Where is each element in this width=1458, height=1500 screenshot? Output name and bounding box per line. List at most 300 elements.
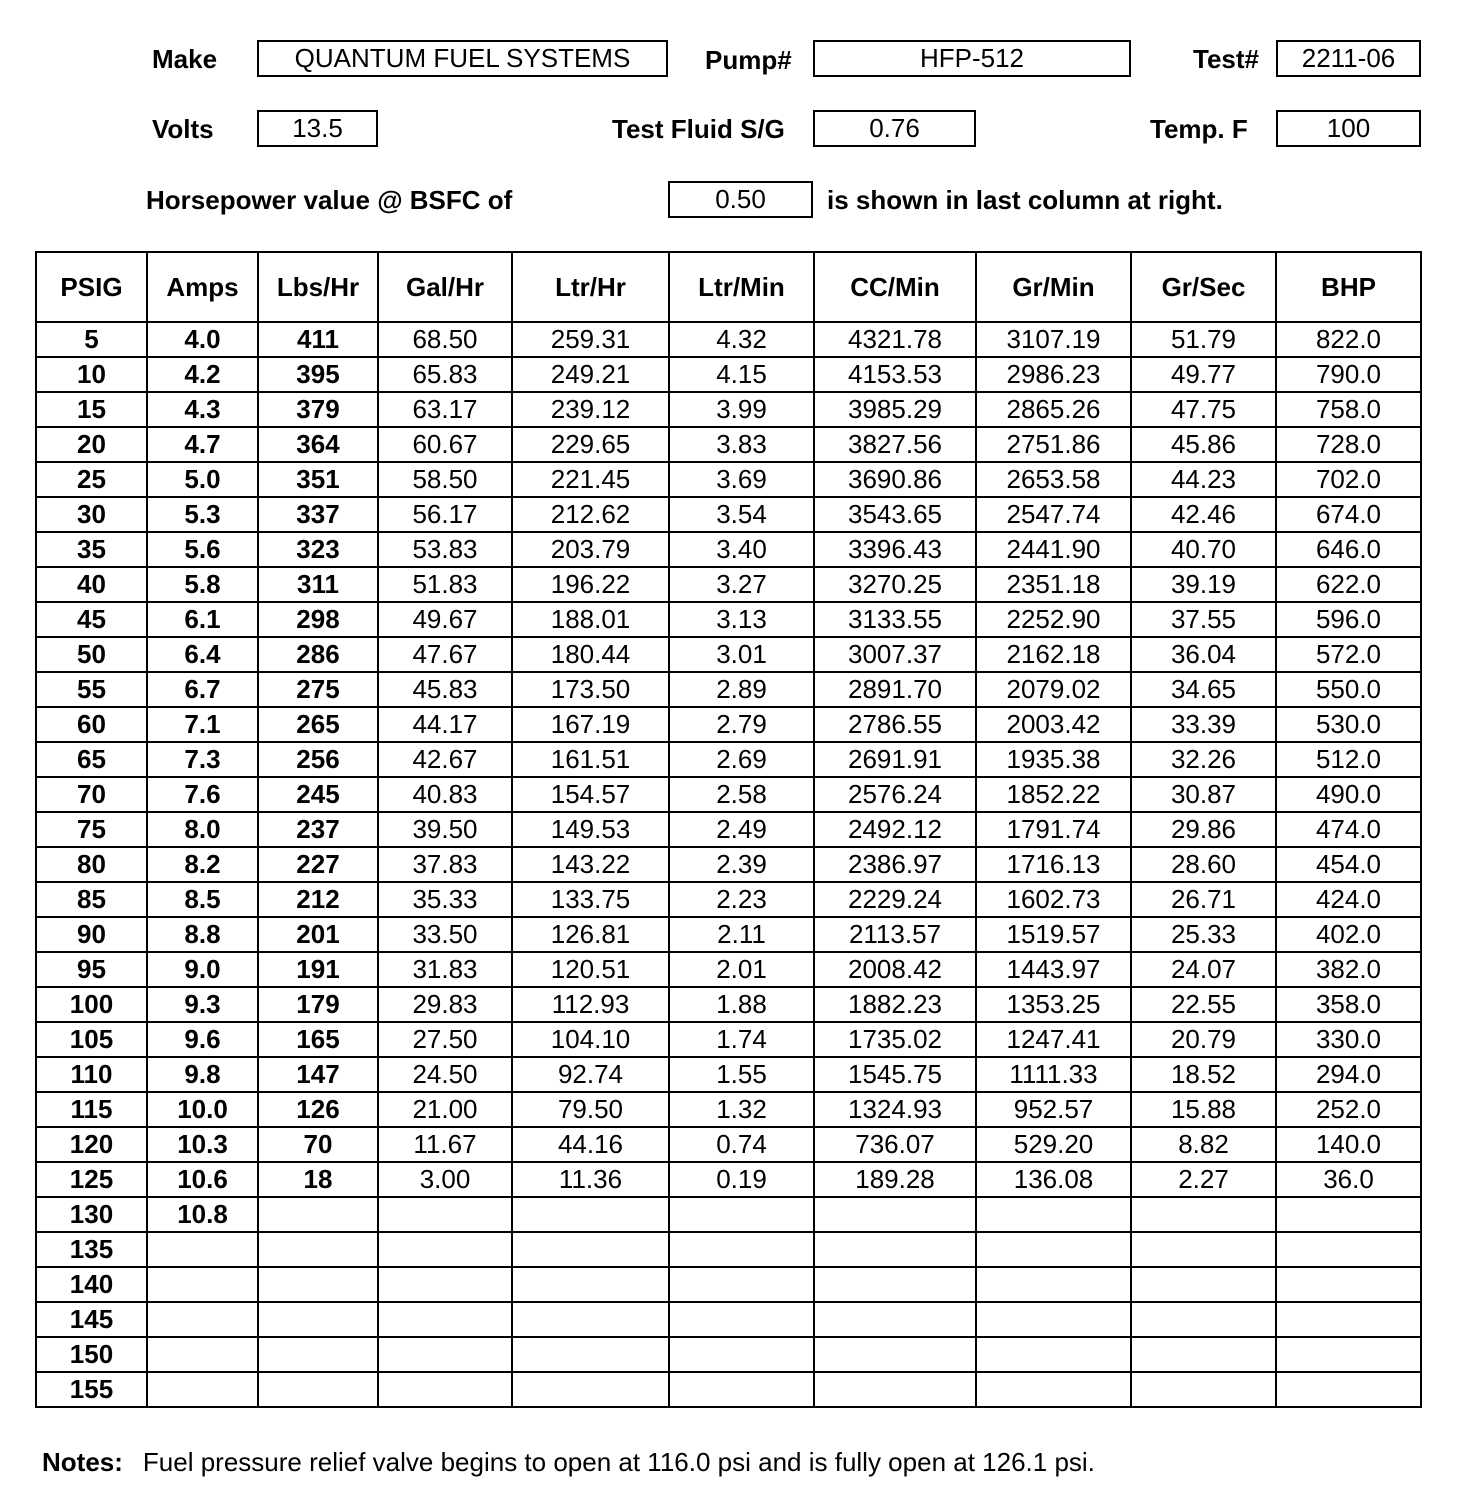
table-cell: 120 <box>36 1127 147 1162</box>
table-cell: 25.33 <box>1131 917 1276 952</box>
table-cell: 179 <box>258 987 378 1022</box>
table-row <box>36 1302 1421 1337</box>
table-cell <box>814 1267 976 1302</box>
table-cell: 5.8 <box>147 567 258 602</box>
column-header: Ltr/Hr <box>512 252 669 322</box>
column-header: Amps <box>147 252 258 322</box>
table-cell: 35.33 <box>378 882 512 917</box>
table-cell: 1247.41 <box>976 1022 1131 1057</box>
table-cell: 51.83 <box>378 567 512 602</box>
table-cell: 9.3 <box>147 987 258 1022</box>
table-cell: 424.0 <box>1276 882 1421 917</box>
table-cell: 39.50 <box>378 812 512 847</box>
table-cell: 44.17 <box>378 707 512 742</box>
table-row <box>36 777 1421 812</box>
table-cell: 35 <box>36 532 147 567</box>
notes-label: Notes: <box>42 1447 123 1477</box>
table-cell: 3.99 <box>669 392 814 427</box>
table-cell: 512.0 <box>1276 742 1421 777</box>
table-cell: 65.83 <box>378 357 512 392</box>
table-cell: 44.23 <box>1131 462 1276 497</box>
table-cell: 40 <box>36 567 147 602</box>
table-cell <box>669 1232 814 1267</box>
table-row <box>36 952 1421 987</box>
table-cell: 45 <box>36 602 147 637</box>
table-row <box>36 392 1421 427</box>
table-cell: 10.3 <box>147 1127 258 1162</box>
table-cell: 2653.58 <box>976 462 1131 497</box>
table-cell: 201 <box>258 917 378 952</box>
table-cell: 104.10 <box>512 1022 669 1057</box>
table-cell: 212.62 <box>512 497 669 532</box>
table-cell: 330.0 <box>1276 1022 1421 1057</box>
table-cell: 143.22 <box>512 847 669 882</box>
table-cell: 112.93 <box>512 987 669 1022</box>
table-cell: 2.11 <box>669 917 814 952</box>
table-cell <box>258 1232 378 1267</box>
table-cell: 51.79 <box>1131 322 1276 357</box>
table-cell: 6.4 <box>147 637 258 672</box>
column-header: CC/Min <box>814 252 976 322</box>
table-cell: 47.75 <box>1131 392 1276 427</box>
table-cell <box>258 1372 378 1407</box>
table-cell: 130 <box>36 1197 147 1232</box>
table-cell: 50 <box>36 637 147 672</box>
table-cell: 3007.37 <box>814 637 976 672</box>
table-cell: 3396.43 <box>814 532 976 567</box>
table-cell: 237 <box>258 812 378 847</box>
table-cell: 49.77 <box>1131 357 1276 392</box>
table-cell: 120.51 <box>512 952 669 987</box>
table-cell: 265 <box>258 707 378 742</box>
table-cell: 3543.65 <box>814 497 976 532</box>
table-cell: 147 <box>258 1057 378 1092</box>
table-cell: 3985.29 <box>814 392 976 427</box>
table-cell: 256 <box>258 742 378 777</box>
table-cell: 490.0 <box>1276 777 1421 812</box>
temp-field[interactable]: 100 <box>1276 110 1421 147</box>
table-cell <box>512 1197 669 1232</box>
table-cell: 2229.24 <box>814 882 976 917</box>
table-cell: 7.6 <box>147 777 258 812</box>
table-cell: 2.58 <box>669 777 814 812</box>
table-cell: 252.0 <box>1276 1092 1421 1127</box>
table-cell: 0.74 <box>669 1127 814 1162</box>
table-cell: 95 <box>36 952 147 987</box>
table-cell: 60 <box>36 707 147 742</box>
table-cell <box>814 1232 976 1267</box>
table-cell: 1324.93 <box>814 1092 976 1127</box>
table-cell: 2492.12 <box>814 812 976 847</box>
table-cell: 1519.57 <box>976 917 1131 952</box>
table-row <box>36 532 1421 567</box>
table-cell: 758.0 <box>1276 392 1421 427</box>
table-cell: 36.0 <box>1276 1162 1421 1197</box>
table-row <box>36 1022 1421 1057</box>
table-cell: 3690.86 <box>814 462 976 497</box>
table-cell: 5.0 <box>147 462 258 497</box>
table-cell: 180.44 <box>512 637 669 672</box>
table-row <box>36 1162 1421 1197</box>
table-cell <box>976 1197 1131 1232</box>
table-cell: 2576.24 <box>814 777 976 812</box>
test-field[interactable]: 2211-06 <box>1276 40 1421 77</box>
table-cell: 2.01 <box>669 952 814 987</box>
table-cell: 10.0 <box>147 1092 258 1127</box>
table-cell <box>1131 1267 1276 1302</box>
table-cell: 39.19 <box>1131 567 1276 602</box>
table-cell: 286 <box>258 637 378 672</box>
table-cell: 47.67 <box>378 637 512 672</box>
table-cell: 1.88 <box>669 987 814 1022</box>
table-cell: 45.83 <box>378 672 512 707</box>
table-cell: 30.87 <box>1131 777 1276 812</box>
table-cell: 75 <box>36 812 147 847</box>
table-cell: 9.0 <box>147 952 258 987</box>
table-cell: 154.57 <box>512 777 669 812</box>
table-cell: 596.0 <box>1276 602 1421 637</box>
table-header-row <box>36 252 1421 322</box>
sg-field[interactable]: 0.76 <box>813 110 976 147</box>
table-cell: 100 <box>36 987 147 1022</box>
table-cell: 474.0 <box>1276 812 1421 847</box>
table-cell: 2986.23 <box>976 357 1131 392</box>
table-cell: 58.50 <box>378 462 512 497</box>
table-row <box>36 1197 1421 1232</box>
table-cell: 15.88 <box>1131 1092 1276 1127</box>
table-cell <box>258 1302 378 1337</box>
table-cell: 18 <box>258 1162 378 1197</box>
table-cell <box>147 1372 258 1407</box>
table-cell: 4153.53 <box>814 357 976 392</box>
table-cell: 56.17 <box>378 497 512 532</box>
table-cell: 11.36 <box>512 1162 669 1197</box>
table-cell: 2079.02 <box>976 672 1131 707</box>
table-cell: 3270.25 <box>814 567 976 602</box>
table-cell: 2003.42 <box>976 707 1131 742</box>
table-row <box>36 847 1421 882</box>
flow-table <box>35 251 1422 1408</box>
table-row <box>36 497 1421 532</box>
table-cell: 42.67 <box>378 742 512 777</box>
table-cell: 149.53 <box>512 812 669 847</box>
table-cell: 191 <box>258 952 378 987</box>
table-cell: 402.0 <box>1276 917 1421 952</box>
table-cell: 8.2 <box>147 847 258 882</box>
table-cell: 1545.75 <box>814 1057 976 1092</box>
table-cell: 55 <box>36 672 147 707</box>
table-cell: 6.7 <box>147 672 258 707</box>
table-cell <box>512 1372 669 1407</box>
table-cell: 1.32 <box>669 1092 814 1127</box>
table-row <box>36 602 1421 637</box>
table-cell: 36.04 <box>1131 637 1276 672</box>
table-cell: 2.69 <box>669 742 814 777</box>
table-cell: 364 <box>258 427 378 462</box>
table-cell: 136.08 <box>976 1162 1131 1197</box>
table-cell <box>147 1267 258 1302</box>
table-row <box>36 1232 1421 1267</box>
table-row <box>36 917 1421 952</box>
table-cell <box>512 1302 669 1337</box>
table-row <box>36 1057 1421 1092</box>
table-cell: 311 <box>258 567 378 602</box>
table-cell: 4.32 <box>669 322 814 357</box>
table-cell: 135 <box>36 1232 147 1267</box>
table-cell: 1353.25 <box>976 987 1131 1022</box>
table-cell: 1852.22 <box>976 777 1131 812</box>
column-header: Ltr/Min <box>669 252 814 322</box>
table-cell: 2162.18 <box>976 637 1131 672</box>
table-cell <box>1131 1232 1276 1267</box>
table-cell: 188.01 <box>512 602 669 637</box>
table-cell: 8.5 <box>147 882 258 917</box>
test-label: Test# <box>1193 44 1259 74</box>
table-row <box>36 637 1421 672</box>
volts-field[interactable]: 13.5 <box>257 110 378 147</box>
table-cell: 33.50 <box>378 917 512 952</box>
table-cell: 4.3 <box>147 392 258 427</box>
table-cell <box>512 1337 669 1372</box>
table-cell: 28.60 <box>1131 847 1276 882</box>
table-cell: 53.83 <box>378 532 512 567</box>
table-cell: 2786.55 <box>814 707 976 742</box>
table-cell: 2113.57 <box>814 917 976 952</box>
table-cell: 6.1 <box>147 602 258 637</box>
make-label: Make <box>152 44 218 74</box>
notes-text: Fuel pressure relief valve begins to open at 116.0 psi and is fully open at 126.1 psi. <box>142 1447 1095 1477</box>
table-row <box>36 462 1421 497</box>
table-cell <box>258 1267 378 1302</box>
temp-label: Temp. F <box>1150 114 1248 144</box>
table-cell <box>378 1232 512 1267</box>
table-cell: 3.54 <box>669 497 814 532</box>
table-cell: 42.46 <box>1131 497 1276 532</box>
table-cell: 351 <box>258 462 378 497</box>
table-cell: 80 <box>36 847 147 882</box>
table-cell <box>258 1337 378 1372</box>
table-cell: 24.50 <box>378 1057 512 1092</box>
volts-label: Volts <box>152 114 214 144</box>
table-cell: 790.0 <box>1276 357 1421 392</box>
table-cell: 3107.19 <box>976 322 1131 357</box>
table-row <box>36 322 1421 357</box>
table-cell <box>976 1372 1131 1407</box>
table-cell: 68.50 <box>378 322 512 357</box>
table-cell: 140 <box>36 1267 147 1302</box>
table-row <box>36 427 1421 462</box>
table-cell: 3.13 <box>669 602 814 637</box>
table-cell: 9.8 <box>147 1057 258 1092</box>
table-cell: 32.26 <box>1131 742 1276 777</box>
table-cell <box>147 1302 258 1337</box>
table-cell: 4.7 <box>147 427 258 462</box>
table-row <box>36 882 1421 917</box>
table-cell: 379 <box>258 392 378 427</box>
table-cell: 1443.97 <box>976 952 1131 987</box>
table-cell: 167.19 <box>512 707 669 742</box>
table-cell: 221.45 <box>512 462 669 497</box>
table-cell <box>378 1267 512 1302</box>
table-cell: 227 <box>258 847 378 882</box>
table-cell: 337 <box>258 497 378 532</box>
table-cell: 10.8 <box>147 1197 258 1232</box>
table-cell <box>669 1372 814 1407</box>
table-cell: 34.65 <box>1131 672 1276 707</box>
table-cell: 7.1 <box>147 707 258 742</box>
table-row <box>36 1267 1421 1302</box>
table-cell <box>814 1372 976 1407</box>
sg-label: Test Fluid S/G <box>612 114 785 144</box>
table-cell <box>1131 1337 1276 1372</box>
table-cell <box>1276 1302 1421 1337</box>
table-cell: 2.79 <box>669 707 814 742</box>
table-cell: 550.0 <box>1276 672 1421 707</box>
table-cell: 323 <box>258 532 378 567</box>
table-cell <box>378 1197 512 1232</box>
table-cell <box>1276 1232 1421 1267</box>
table-cell: 0.19 <box>669 1162 814 1197</box>
column-header: BHP <box>1276 252 1421 322</box>
table-cell <box>147 1232 258 1267</box>
table-cell: 8.82 <box>1131 1127 1276 1162</box>
table-row <box>36 1372 1421 1407</box>
table-cell: 822.0 <box>1276 322 1421 357</box>
table-cell: 259.31 <box>512 322 669 357</box>
table-cell: 1.55 <box>669 1057 814 1092</box>
table-cell: 133.75 <box>512 882 669 917</box>
table-cell: 2.27 <box>1131 1162 1276 1197</box>
table-cell: 92.74 <box>512 1057 669 1092</box>
table-cell: 229.65 <box>512 427 669 462</box>
table-cell: 2891.70 <box>814 672 976 707</box>
table-cell: 5.6 <box>147 532 258 567</box>
column-header: Lbs/Hr <box>258 252 378 322</box>
table-row <box>36 1337 1421 1372</box>
table-cell: 1735.02 <box>814 1022 976 1057</box>
table-cell: 4321.78 <box>814 322 976 357</box>
table-cell: 11.67 <box>378 1127 512 1162</box>
table-row <box>36 812 1421 847</box>
table-cell: 85 <box>36 882 147 917</box>
table-cell <box>258 1197 378 1232</box>
table-cell: 3.01 <box>669 637 814 672</box>
table-cell: 2441.90 <box>976 532 1131 567</box>
table-cell: 358.0 <box>1276 987 1421 1022</box>
table-cell: 3.83 <box>669 427 814 462</box>
table-cell: 1882.23 <box>814 987 976 1022</box>
table-cell: 22.55 <box>1131 987 1276 1022</box>
table-cell: 165 <box>258 1022 378 1057</box>
table-cell: 952.57 <box>976 1092 1131 1127</box>
pump-field[interactable]: HFP-512 <box>813 40 1131 77</box>
table-cell: 3.40 <box>669 532 814 567</box>
table-cell: 161.51 <box>512 742 669 777</box>
table-cell: 4.15 <box>669 357 814 392</box>
table-cell: 29.86 <box>1131 812 1276 847</box>
table-cell: 9.6 <box>147 1022 258 1057</box>
table-cell: 3827.56 <box>814 427 976 462</box>
hp-label: Horsepower value @ BSFC of <box>146 185 513 215</box>
table-row <box>36 742 1421 777</box>
table-cell: 382.0 <box>1276 952 1421 987</box>
table-cell: 10.6 <box>147 1162 258 1197</box>
table-cell: 10 <box>36 357 147 392</box>
table-cell: 37.83 <box>378 847 512 882</box>
table-cell: 2008.42 <box>814 952 976 987</box>
table-row <box>36 672 1421 707</box>
table-cell <box>1131 1302 1276 1337</box>
table-cell: 454.0 <box>1276 847 1421 882</box>
table-row <box>36 707 1421 742</box>
table-cell: 173.50 <box>512 672 669 707</box>
table-cell: 5.3 <box>147 497 258 532</box>
table-cell: 2865.26 <box>976 392 1131 427</box>
make-field[interactable]: QUANTUM FUEL SYSTEMS <box>257 40 668 77</box>
table-cell <box>814 1302 976 1337</box>
table-cell: 40.70 <box>1131 532 1276 567</box>
table-cell: 44.16 <box>512 1127 669 1162</box>
pump-label: Pump# <box>705 45 792 75</box>
table-cell: 203.79 <box>512 532 669 567</box>
table-cell: 7.3 <box>147 742 258 777</box>
table-cell <box>814 1337 976 1372</box>
table-cell: 189.28 <box>814 1162 976 1197</box>
table-cell: 33.39 <box>1131 707 1276 742</box>
table-cell: 8.8 <box>147 917 258 952</box>
table-cell <box>1276 1267 1421 1302</box>
table-cell: 4.2 <box>147 357 258 392</box>
bsfc-field[interactable]: 0.50 <box>668 181 813 218</box>
table-cell: 140.0 <box>1276 1127 1421 1162</box>
table-cell: 1111.33 <box>976 1057 1131 1092</box>
table-cell <box>147 1337 258 1372</box>
table-cell: 20 <box>36 427 147 462</box>
table-cell: 1791.74 <box>976 812 1131 847</box>
table-cell: 294.0 <box>1276 1057 1421 1092</box>
table-cell: 249.21 <box>512 357 669 392</box>
table-cell: 150 <box>36 1337 147 1372</box>
notes <box>42 1444 1095 1480</box>
column-header: Gr/Sec <box>1131 252 1276 322</box>
table-cell: 1716.13 <box>976 847 1131 882</box>
table-cell: 27.50 <box>378 1022 512 1057</box>
table-cell: 2351.18 <box>976 567 1131 602</box>
table-cell <box>1276 1337 1421 1372</box>
table-cell: 5 <box>36 322 147 357</box>
table-cell <box>814 1197 976 1232</box>
table-cell: 145 <box>36 1302 147 1337</box>
table-cell: 239.12 <box>512 392 669 427</box>
table-cell: 37.55 <box>1131 602 1276 637</box>
table-cell <box>378 1337 512 1372</box>
table-cell: 15 <box>36 392 147 427</box>
table-cell <box>1131 1372 1276 1407</box>
table-cell: 49.67 <box>378 602 512 637</box>
table-cell <box>512 1232 669 1267</box>
table-cell: 2386.97 <box>814 847 976 882</box>
table-cell: 126 <box>258 1092 378 1127</box>
table-cell: 2.23 <box>669 882 814 917</box>
table-cell: 31.83 <box>378 952 512 987</box>
table-cell: 65 <box>36 742 147 777</box>
table-row <box>36 357 1421 392</box>
table-cell: 40.83 <box>378 777 512 812</box>
table-cell: 1935.38 <box>976 742 1131 777</box>
table-cell: 20.79 <box>1131 1022 1276 1057</box>
table-cell <box>1131 1197 1276 1232</box>
column-header: Gr/Min <box>976 252 1131 322</box>
